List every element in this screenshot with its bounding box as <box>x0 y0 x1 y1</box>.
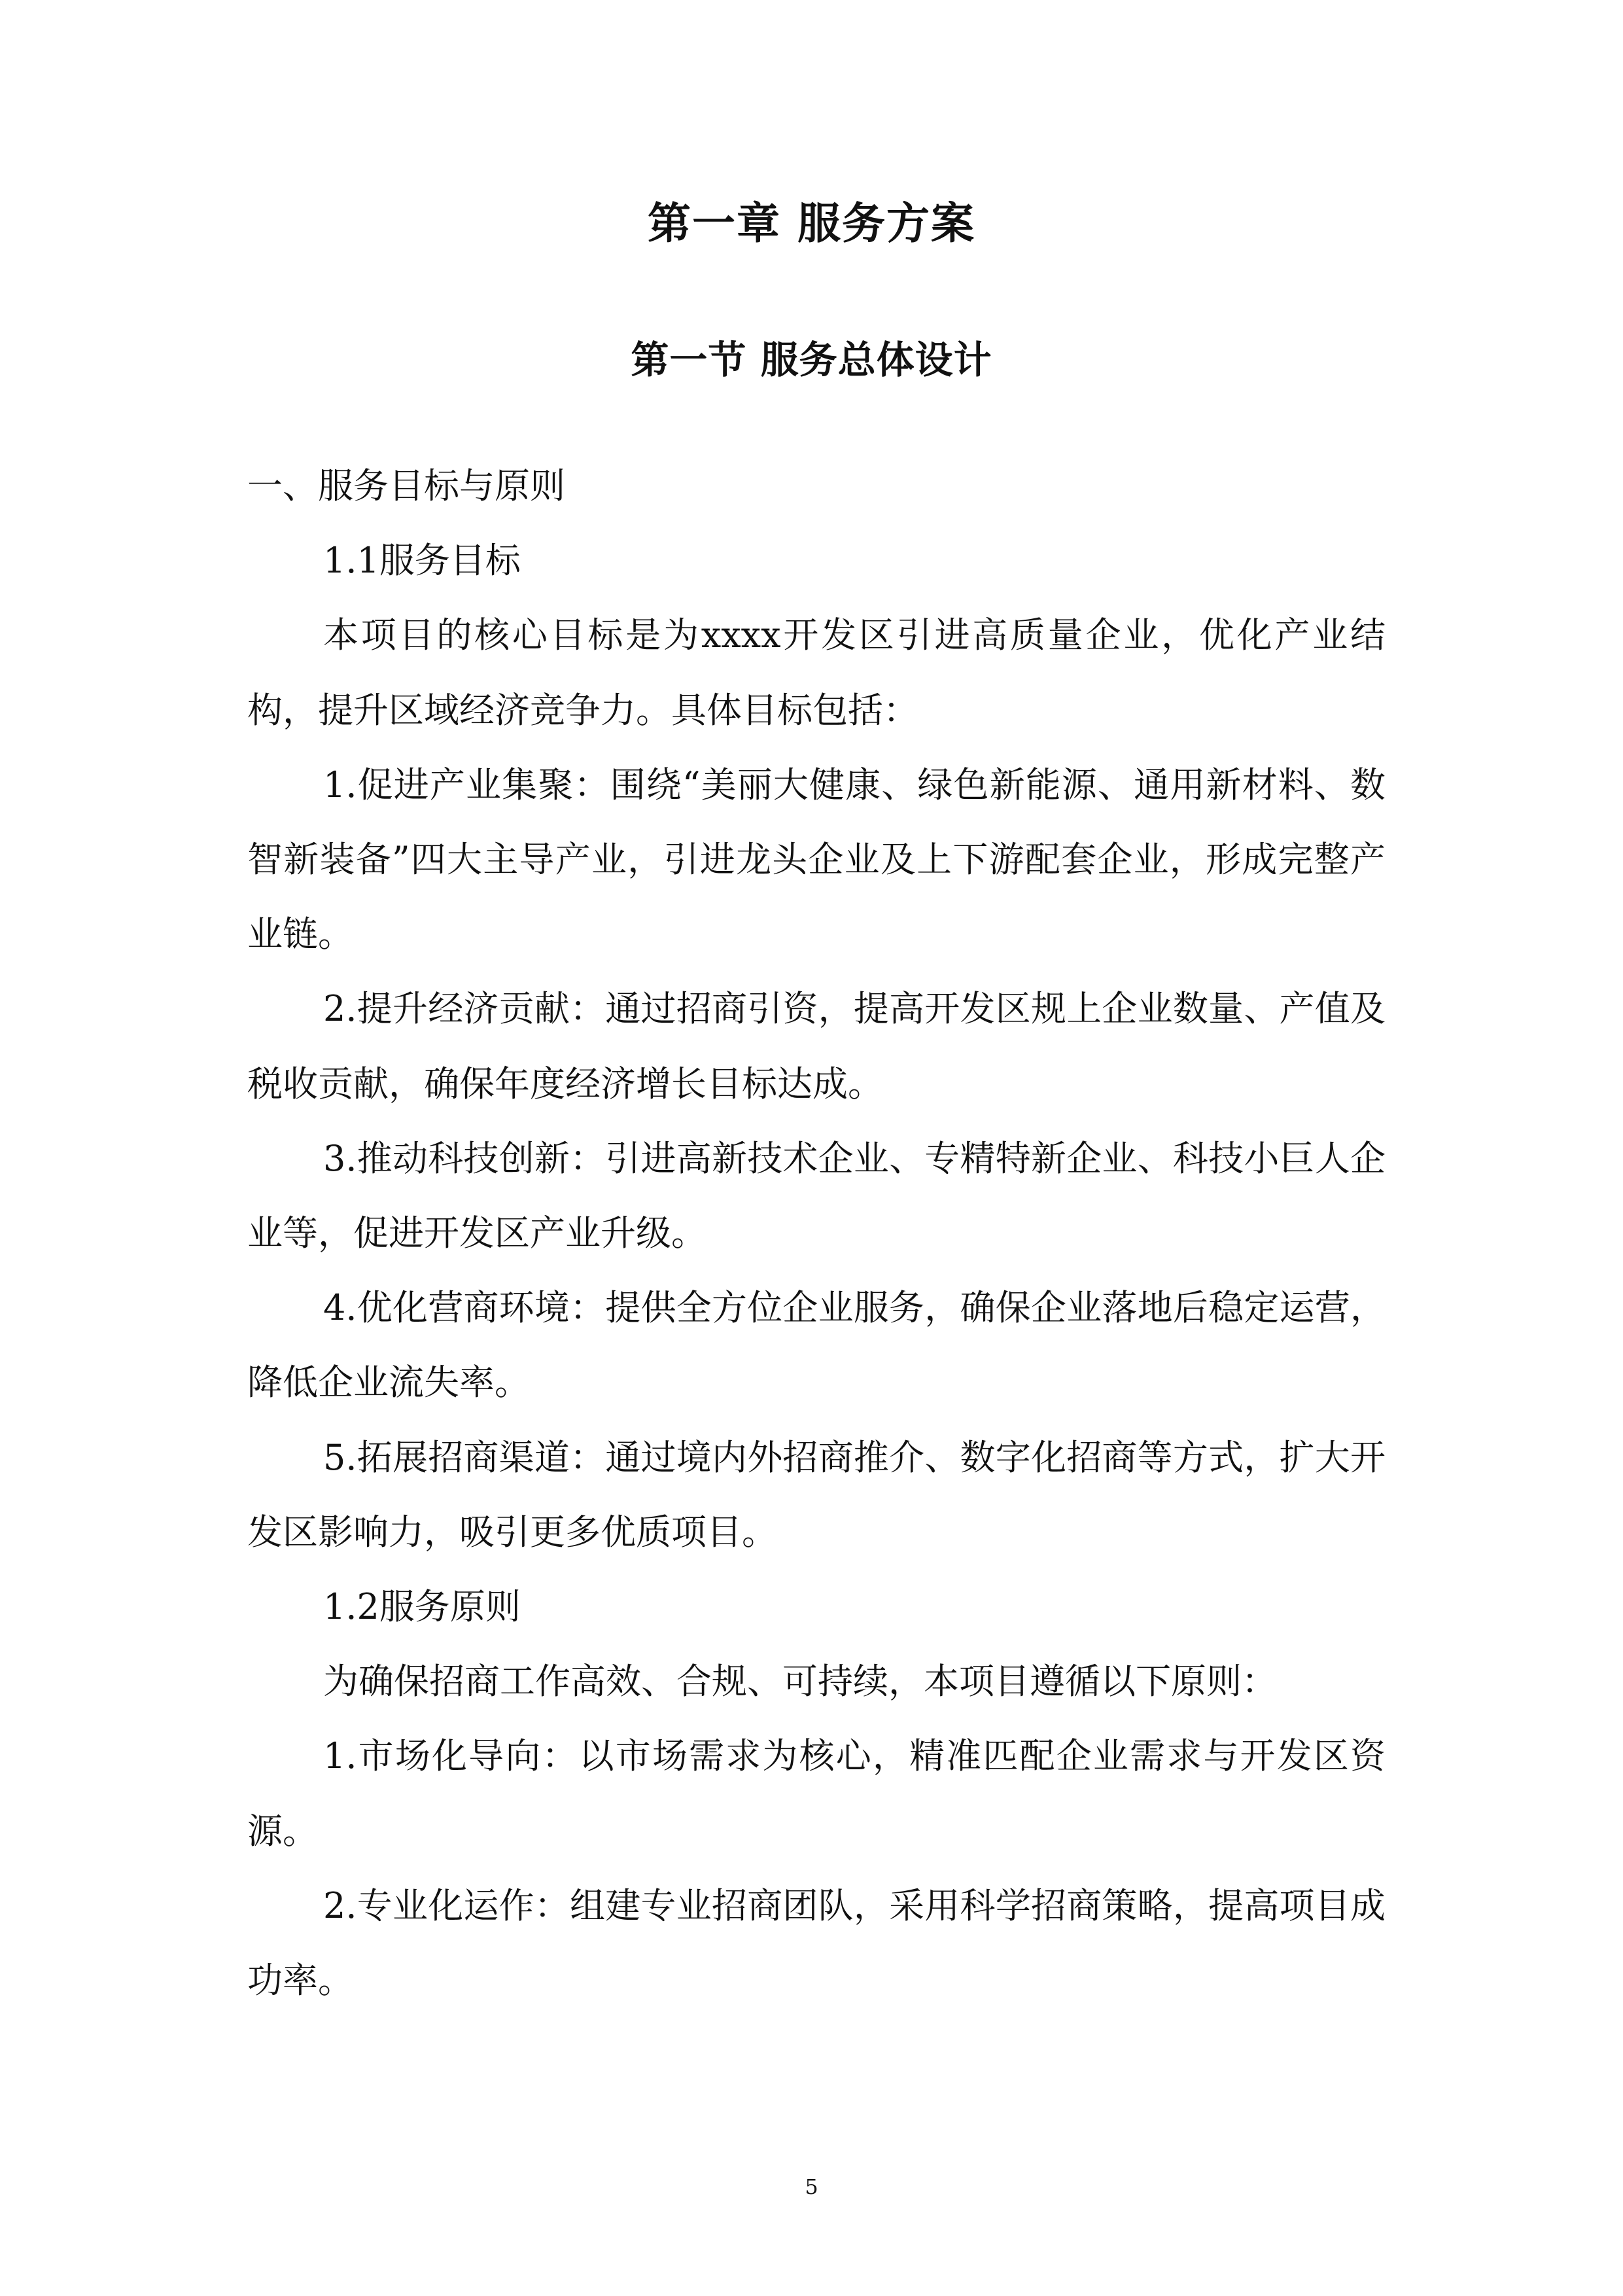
list-item-principle-1: 1.市场化导向：以市场需求为核心，精准匹配企业需求与开发区资源。 <box>247 1735 1386 1852</box>
paragraph-core-goal: 本项目的核心目标是为xxxx开发区引进高质量企业，优化产业结构，提升区域经济竞争力。具体目标包括： <box>247 614 1386 731</box>
subheading-service-goals: 1.1服务目标 <box>323 540 521 582</box>
heading-service-goals-and-principles: 一、服务目标与原则 <box>247 465 565 506</box>
section-title: 第一节 服务总体设计 <box>631 338 992 382</box>
subheading-service-principles: 1.2服务原则 <box>323 1586 521 1628</box>
paragraph-principles-intro: 为确保招商工作高效、合规、可持续，本项目遵循以下原则： <box>323 1661 1277 1703</box>
page-number: 5 <box>805 2174 818 2199</box>
list-item-goal-4: 4.优化营商环境：提供全方位企业服务，确保企业落地后稳定运营，降低企业流失率。 <box>247 1287 1386 1404</box>
list-item-goal-3: 3.推动科技创新：引进高新技术企业、专精特新企业、科技小巨人企业等，促进开发区产业升级。 <box>247 1137 1386 1254</box>
document-body <box>247 449 1386 2018</box>
list-item-goal-2: 2.提升经济贡献：通过招商引资，提高开发区规上企业数量、产值及税收贡献，确保年度经济增长目标达成。 <box>247 988 1386 1104</box>
chapter-title: 第一章 服务方案 <box>648 198 975 249</box>
list-item-goal-1: 1.促进产业集聚：围绕“美丽大健康、绿色新能源、通用新材料、数智新装备”四大主导产业，引进龙头企业及上下游配套企业，形成完整产业链。 <box>247 764 1386 955</box>
list-item-goal-5: 5.拓展招商渠道：通过境内外招商推介、数字化招商等方式，扩大开发区影响力，吸引更多优质项目。 <box>247 1436 1386 1553</box>
list-item-principle-2: 2.专业化运作：组建专业招商团队，采用科学招商策略，提高项目成功率。 <box>247 1884 1386 2002</box>
